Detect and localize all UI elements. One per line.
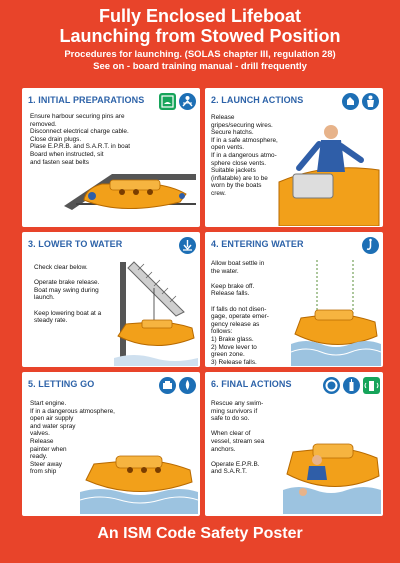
panel-title: 6. FINAL ACTIONS <box>211 379 292 389</box>
panel-text: Ensure harbour securing pins are removed. Disconnect electrical charge cable. Close drain plugs. Plase E.P.R.B. and S.A.R.T. in boat Board when instructed, sit and fasten seat belts <box>30 113 131 166</box>
panel-entering-water <box>205 232 383 367</box>
panel-title: 4. ENTERING WATER <box>211 239 304 249</box>
davit-lowering-illustration <box>114 258 198 366</box>
lifeboat-stowed-illustration <box>62 166 198 226</box>
panel-title: 5. LETTING GO <box>28 379 95 389</box>
poster-header <box>0 6 400 73</box>
panel-letting-go <box>22 372 200 516</box>
sart-icon <box>363 377 380 394</box>
seat-belt-icon <box>179 93 196 110</box>
panel-title: 3. LOWER TO WATER <box>28 239 123 249</box>
panel-title: 1. INITIAL PREPARATIONS <box>28 95 145 105</box>
epirb-icon <box>343 377 360 394</box>
rescue-icon <box>323 377 340 394</box>
lifeboat-icon <box>159 93 176 110</box>
boat-letting-go-illustration <box>80 446 198 514</box>
panel-text: Release gripes/securing wires. Secure hatchs. If in a safe atmosphere, open vents. If in a dangerous atmo- sphere close vents. Suitable jackets (inflatable) are to be worn by the boats crew. <box>211 114 278 197</box>
release-hook-icon <box>362 237 379 254</box>
lower-boat-icon <box>179 237 196 254</box>
panel-text: Allow boat settle in the water. Keep brake off. Release falls. If falls do not disen- gage, operate emer- gency release as follows: 1) Brake glass. 2) Move lever to green zone. 3) Release falls. <box>211 260 269 366</box>
engine-icon <box>159 377 176 394</box>
panel-lower-to-water <box>22 232 200 367</box>
panel-text: Start engine. If in a dangerous atmosphere, open air supply and water spray valves. Release painter when ready. Steer away from ship <box>30 400 115 476</box>
rescue-survivor-illustration <box>283 414 381 514</box>
poster-title-line1: Fully Enclosed Lifeboat <box>98 6 302 26</box>
lifejacket-icon <box>362 93 379 110</box>
hand-release-icon <box>342 93 359 110</box>
panel-text: Rescue any swim- ming survivors if safe to do so. When clear of vessel, stream sea anchors. Operate E.P.R.B. and S.A.R.T. <box>211 400 265 476</box>
poster-footer: An ISM Code Safety Poster <box>97 525 303 542</box>
water-spray-icon <box>179 377 196 394</box>
panel-final-actions <box>205 372 383 516</box>
crew-hatch-illustration <box>275 122 381 226</box>
panel-launch-actions <box>205 88 383 227</box>
poster-subtitle-line2: See on - board training manual - drill frequently <box>93 61 307 72</box>
boat-entering-water-illustration <box>291 260 381 366</box>
panel-title: 2. LAUNCH ACTIONS <box>211 95 304 105</box>
panel-initial-preparations <box>22 88 200 227</box>
poster-title-line2: Launching from Stowed Position <box>59 26 341 46</box>
panel-text: Check clear below. Operate brake release. Boat may swing during launch. Keep lowering boat at a steady rate. <box>34 264 102 325</box>
poster-subtitle-line1: Procedures for launching. (SOLAS chapter III, regulation 28) <box>64 49 336 60</box>
